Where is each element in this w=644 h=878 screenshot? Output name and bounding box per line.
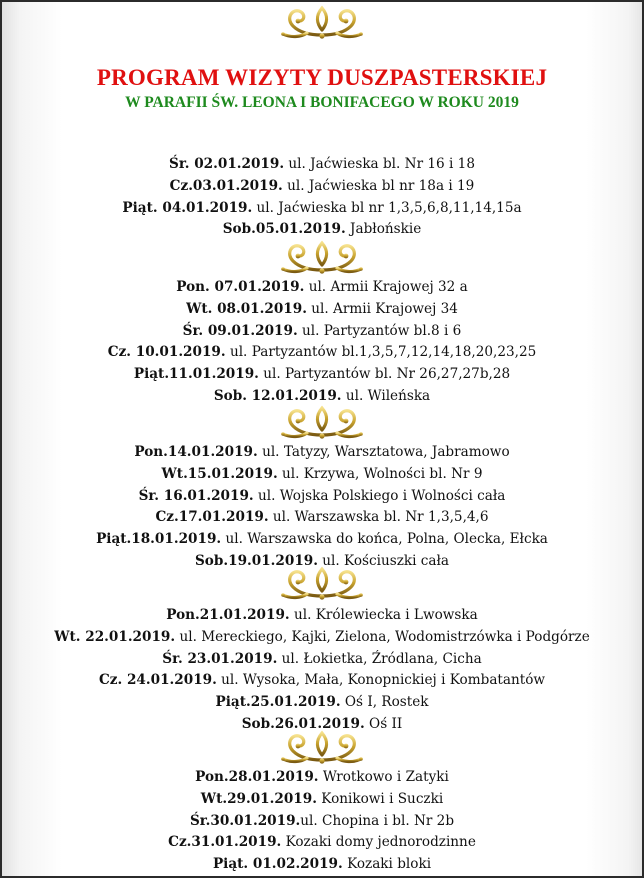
schedule-line: [2, 627, 642, 649]
schedule-line: [2, 832, 642, 854]
visit-location: ul. Partyzantów bl.8 i 6: [297, 322, 462, 339]
visit-location: ul. Partyzantów bl.1,3,5,7,12,14,18,20,23,25: [225, 344, 537, 361]
schedule-line: [2, 442, 642, 464]
schedule-line: [2, 154, 642, 176]
visit-location: ul. Tatyzy, Warsztatowa, Jabramowo: [257, 444, 510, 460]
schedule-line: [2, 299, 642, 321]
visit-location: Jabłońskie: [345, 221, 422, 238]
schedule-line: [2, 529, 642, 551]
visit-location: ul. Mereckiego, Kajki, Zielona, Wodomistrzówka i Podgórze: [175, 628, 590, 645]
visit-date: Cz. 10.01.2019.: [107, 344, 226, 361]
visit-date: Pon.21.01.2019.: [166, 607, 290, 623]
schedule-line: [2, 692, 642, 714]
visit-date: Wt. 08.01.2019.: [186, 300, 307, 317]
visit-date: Pon.28.01.2019.: [195, 769, 319, 785]
visit-location: ul. Kościuszki cała: [317, 552, 449, 569]
visit-location: ul. Armii Krajowej 32 a: [304, 279, 468, 295]
visit-location: ul. Warszawska bl. Nr 1,3,5,4,6: [268, 509, 489, 526]
schedule-line: [2, 670, 642, 692]
visit-date: Cz.03.01.2019.: [169, 177, 283, 194]
gold-flourish-icon: [277, 404, 367, 440]
visit-date: Sob.19.01.2019.: [194, 552, 318, 569]
visit-location: ul. Królewiecka i Lwowska: [289, 607, 478, 623]
visit-location: ul. Warszawska do końca, Polna, Olecka, Ełcka: [221, 531, 548, 548]
visit-location: ul. Jaćwieska bl nr 18a i 19: [282, 177, 475, 194]
visit-location: ul. Chopina i bl. Nr 2b: [300, 812, 455, 829]
visit-location: ul. Łokietka, Źródlana, Cicha: [277, 650, 482, 667]
visit-location: Oś II: [364, 715, 403, 732]
schedule-line: [2, 342, 642, 364]
schedule-line: [2, 486, 642, 508]
schedule-line: [2, 321, 642, 343]
visit-date: Śr. 02.01.2019.: [169, 156, 285, 172]
visit-location: Wrotkowo i Zatyki: [318, 769, 449, 785]
visit-location: ul. Jaćwieska bl. Nr 16 i 18: [284, 156, 475, 172]
visit-date: Śr.30.01.2019.: [189, 812, 301, 829]
visit-location: Konikowi i Suczki: [316, 790, 444, 807]
schedule-group-1: [2, 154, 642, 241]
visit-date: Cz.31.01.2019.: [168, 834, 282, 851]
visit-date: Piąt.18.01.2019.: [96, 531, 222, 548]
visit-date: Sob.05.01.2019.: [222, 221, 346, 238]
schedule-group-5: [2, 767, 642, 876]
schedule-group-4: [2, 605, 642, 736]
visit-date: Cz. 24.01.2019.: [98, 672, 217, 689]
schedule-line: [2, 176, 642, 198]
schedule-line: [2, 277, 642, 299]
visit-date: Pon. 07.01.2019.: [176, 279, 305, 295]
schedule-line: [2, 789, 642, 811]
schedule-line: [2, 649, 642, 671]
visit-location: Oś I, Rostek: [340, 694, 429, 711]
schedule-line: [2, 219, 642, 241]
visit-date: Piąt.25.01.2019.: [215, 694, 341, 711]
visit-location: ul. Krzywa, Wolności bl. Nr 9: [277, 465, 483, 482]
gold-flourish-icon: [277, 565, 367, 601]
visit-date: Śr. 23.01.2019.: [162, 650, 278, 667]
visit-location: ul. Armii Krajowej 34: [306, 300, 458, 317]
schedule-line: [2, 854, 642, 876]
schedule-line: [2, 198, 642, 220]
page-subtitle: W PARAFII ŚW. LEONA I BONIFACEGO W ROKU 2019: [125, 94, 519, 111]
schedule-line: [2, 464, 642, 486]
gold-flourish-icon: [277, 729, 367, 765]
visit-location: ul. Wysoka, Mała, Konopnickiej i Kombatantów: [216, 672, 546, 689]
visit-location: Kozaki domy jednorodzinne: [281, 834, 476, 851]
visit-location: ul. Wojska Polskiego i Wolności cała: [253, 487, 506, 504]
gold-flourish-icon: [277, 239, 367, 275]
visit-location: ul. Wileńska: [341, 387, 431, 404]
schedule-group-3: [2, 442, 642, 573]
page-title: PROGRAM WIZYTY DUSZPASTERSKIEJ: [96, 65, 548, 90]
visit-location: Kozaki bloki: [342, 856, 432, 873]
visit-date: Wt. 22.01.2019.: [54, 628, 176, 645]
visit-date: Sob. 12.01.2019.: [213, 387, 342, 404]
visit-date: Śr. 16.01.2019.: [138, 487, 254, 504]
visit-date: Wt.29.01.2019.: [200, 790, 317, 807]
visit-date: Sob.26.01.2019.: [241, 715, 365, 732]
schedule-line: [2, 507, 642, 529]
schedule-line: [2, 767, 642, 789]
visit-date: Cz.17.01.2019.: [155, 509, 269, 526]
visit-date: Wt.15.01.2019.: [161, 465, 278, 482]
visit-date: Śr. 09.01.2019.: [182, 322, 298, 339]
gold-flourish-icon: [277, 4, 367, 40]
visit-date: Pon.14.01.2019.: [134, 444, 258, 460]
schedule-line: [2, 364, 642, 386]
visit-location: ul. Partyzantów bl. Nr 26,27,27b,28: [258, 366, 511, 383]
visit-date: Piąt. 04.01.2019.: [122, 199, 253, 216]
schedule-line: [2, 605, 642, 627]
visit-location: ul. Jaćwieska bl nr 1,3,5,6,8,11,14,15a: [252, 199, 522, 216]
visit-date: Piąt. 01.02.2019.: [212, 856, 343, 873]
schedule-group-2: [2, 277, 642, 408]
schedule-line: [2, 811, 642, 833]
visit-date: Piąt.11.01.2019.: [133, 366, 259, 383]
